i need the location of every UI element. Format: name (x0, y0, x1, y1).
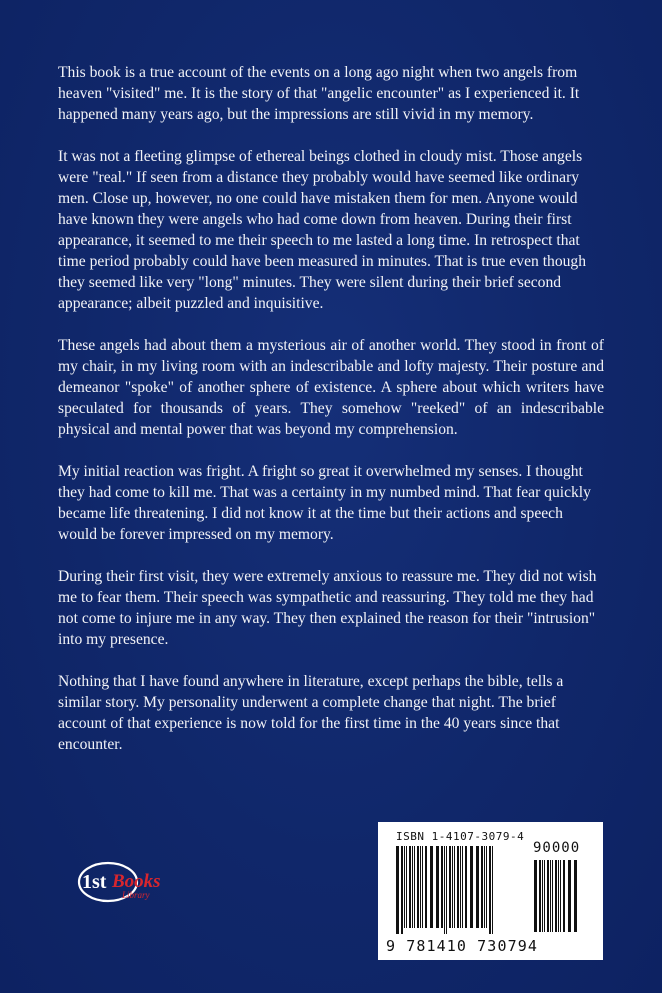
blurb-paragraph-1: This book is a true account of the events on a long ago night when two angels from heaven "visited" me. It is the story of that "angelic encounter" as I experienced it. It happened many years ago, but the impressions are still vivid in my memory. (58, 64, 580, 123)
barcode-bar (420, 846, 421, 928)
blurb-paragraph-3: These angels had about them a mysterious air of another world. They stood in front of my chair, in my living room with an indescribable and lofty majesty. Their posture and demeanor "spoke" of another sphere of existence. A sphere about which writers have speculated for thousands of years. They somehow "reeked" of an indescribable physical and mental power that was beyond my comprehension. (58, 337, 604, 438)
barcode-bar (465, 846, 467, 928)
barcode-bar (568, 860, 571, 932)
barcode-bar (444, 846, 445, 934)
blurb-paragraph-5: During their first visit, they were extremely anxious to reassure me. They did not wish me to fear them. Their speech was sympathetic and reassuring. They told me they had not come to injure me in any way. They then explained the reason for their "intrusion" into my presence. (58, 568, 597, 648)
barcode-bar (492, 846, 493, 934)
barcode-bar (417, 846, 419, 928)
barcode-bar (406, 846, 407, 928)
barcode-bar (425, 846, 427, 928)
barcode-bar (470, 846, 473, 928)
blurb (58, 62, 604, 776)
barcode-bar (430, 846, 433, 928)
barcode-bar (547, 860, 549, 932)
logo-prefix: 1st (82, 871, 107, 893)
barcode-bar (481, 846, 483, 928)
barcode-bar (489, 846, 491, 934)
barcode-bar (441, 846, 443, 928)
barcode-bar (476, 846, 479, 928)
barcode-bar (534, 860, 537, 932)
barcode-bar (542, 860, 543, 932)
barcode-bar (454, 846, 455, 928)
barcode-bar (555, 860, 557, 932)
isbn-barcode (378, 822, 603, 960)
logo-main: Books (112, 871, 161, 892)
barcode-bar (414, 846, 415, 928)
barcode-bar (460, 846, 461, 928)
barcode-bar (544, 860, 545, 932)
publisher-logo (76, 858, 176, 904)
barcode-bar (436, 846, 439, 928)
isbn-label: ISBN 1-4107-3079-4 (396, 830, 525, 843)
blurb-paragraph-4: My initial reaction was fright. A fright so great it overwhelmed my senses. I thought they had come to kill me. That was a certainty in my numbed mind. That fear quickly became life threatening. I did not know it at the time but their actions and speech would be forever impressed on my memory. (58, 463, 591, 543)
blurb-paragraph-6: Nothing that I have found anywhere in literature, except perhaps the bible, tells a similar story. My personality underwent a complete change that night. The brief account of that experience is now told for the first time in the 40 years since that encounter. (58, 673, 564, 753)
barcode-bar (457, 846, 459, 928)
barcode-bar (539, 860, 541, 932)
barcode-bar (446, 846, 447, 934)
addon-bars (534, 860, 590, 936)
barcode-bar (486, 846, 487, 928)
blurb-paragraph-2: It was not a fleeting glimpse of ethereal beings clothed in cloudy mist. Those angels were "real." If seen from a distance they probably would have seemed like ordinary men. Close up, however, no one could have mistaken them for men. Anyone would have known they were angels who had come down from heaven. During their first appearance, it seemed to me their speech to me lasted a long time. In retrospect that time period probably could have been measured in minutes. That is true even though they seemed like very "long" minutes. They were silent during their brief second appearance; albeit puzzled and inquisitive. (58, 148, 587, 312)
barcode-bar (484, 846, 485, 928)
barcode-bar (404, 846, 405, 928)
barcode-bar (552, 860, 553, 932)
barcode-bar (409, 846, 411, 928)
barcode-bar (401, 846, 403, 934)
barcode-bar (558, 860, 559, 932)
barcode-bar (563, 860, 565, 932)
barcode-bar (412, 846, 413, 928)
price-code: 90000 (533, 840, 581, 856)
barcode-bar (462, 846, 463, 928)
barcode-bar (449, 846, 451, 928)
logo-sub: Library (122, 890, 150, 900)
ean-digits: 9 781410 730794 (386, 937, 538, 955)
ean-bars (396, 846, 526, 936)
barcode-bar (550, 860, 551, 932)
barcode-bar (574, 860, 577, 932)
barcode-bar (560, 860, 561, 932)
barcode-bar (452, 846, 453, 928)
barcode-bar (396, 846, 399, 934)
barcode-bar (422, 846, 423, 928)
